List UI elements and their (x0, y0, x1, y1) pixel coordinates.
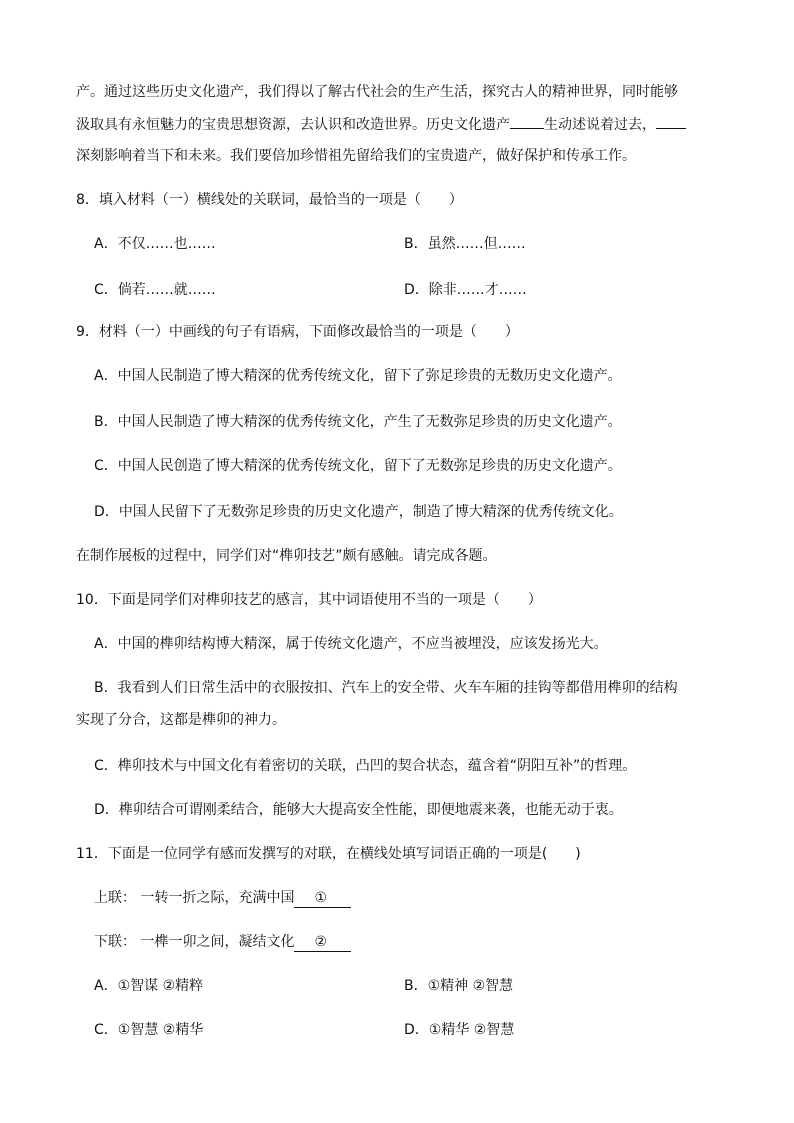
q11-option-c[interactable]: C．①智慧 ②精华 (94, 1022, 204, 1038)
q10-option-a[interactable]: A．中国的榫卯结构博大精深，属于传统文化遗产，不应当被埋没，应该发扬光大。 (94, 636, 608, 652)
couplet-upper (94, 888, 754, 908)
q8-stem: 8．填入材料（一）横线处的关联词，最恰当的一项是（ ） (76, 192, 463, 208)
q11-stem: 11．下面是一位同学有感而发撰写的对联，在横线处填写词语正确的一项是( ) (76, 846, 581, 862)
couplet-lower-blank: ② (294, 933, 351, 952)
q9-option-d[interactable]: D．中国人民留下了无数弥足珍贵的历史文化遗产，制造了博大精深的优秀传统文化。 (94, 504, 623, 520)
q8-option-a[interactable]: A．不仅……也…… (94, 236, 216, 252)
couplet-lower (94, 932, 754, 952)
q8-option-d[interactable]: D．除非……才…… (404, 282, 527, 298)
fill-blank-2 (656, 114, 686, 129)
q10-option-c[interactable]: C．榫卯技术与中国文化有着密切的关联，凸凹的契合状态，蕴含着“阴阳互补”的哲理。 (94, 758, 637, 774)
passage-line-2-text: 汲取具有永恒魅力的宝贵思想资源，去认识和改造世界。历史文化遗产 (76, 117, 510, 133)
q11-option-a[interactable]: A．①智谋 ②精粹 (94, 978, 204, 994)
fill-blank-1 (510, 114, 544, 129)
couplet-lower-text: 一榫一卯之间，凝结文化 (140, 934, 295, 950)
q9-option-a[interactable]: A．中国人民制造了博大精深的优秀传统文化，留下了弥足珍贵的无数历史文化遗产。 (94, 368, 622, 384)
q11-option-b[interactable]: B．①精神 ②智慧 (404, 978, 514, 994)
couplet-upper-label: 上联： (94, 890, 136, 906)
couplet-upper-text: 一转一折之际，充满中国 (140, 890, 295, 906)
q10-stem: 10．下面是同学们对榫卯技艺的感言，其中词语使用不当的一项是（ ） (76, 592, 542, 608)
passage-line-2 (76, 114, 736, 135)
q10-option-b-line2[interactable]: 实现了分合，这都是榫卯的神力。 (76, 712, 286, 728)
q8-option-b[interactable]: B．虽然……但…… (404, 236, 526, 252)
q11-option-d[interactable]: D．①精华 ②智慧 (404, 1022, 515, 1038)
section-intro: 在制作展板的过程中，同学们对“榫卯技艺”颇有感触。请完成各题。 (76, 548, 497, 564)
passage-line-3: 深刻影响着当下和未来。我们要倍加珍惜祖先留给我们的宝贵遗产，做好保护和传承工作。 (76, 148, 636, 164)
couplet-lower-label: 下联： (94, 934, 136, 950)
q10-option-d[interactable]: D．榫卯结合可谓刚柔结合，能够大大提高安全性能，即便地震来袭，也能无动于衷。 (94, 802, 623, 818)
couplet-upper-blank: ① (294, 889, 351, 908)
passage-line-2-text-b: 生动述说着过去， (544, 117, 656, 133)
q8-option-c[interactable]: C．倘若……就…… (94, 282, 216, 298)
passage-line-1: 产。通过这些历史文化遗产，我们得以了解古代社会的生产生活，探究古人的精神世界，同时能够 (76, 84, 678, 100)
q9-option-b[interactable]: B．中国人民制造了博大精深的优秀传统文化，产生了无数弥足珍贵的历史文化遗产。 (94, 414, 622, 430)
q9-stem: 9．材料（一）中画线的句子有语病，下面修改最恰当的一项是（ ） (76, 324, 519, 340)
q9-option-c[interactable]: C．中国人民创造了博大精深的优秀传统文化，留下了无数弥足珍贵的历史文化遗产。 (94, 458, 622, 474)
q10-option-b-line1[interactable]: B．我看到人们日常生活中的衣服按扣、汽车上的安全带、火车车厢的挂钩等都借用榫卯的结构 (94, 680, 678, 696)
